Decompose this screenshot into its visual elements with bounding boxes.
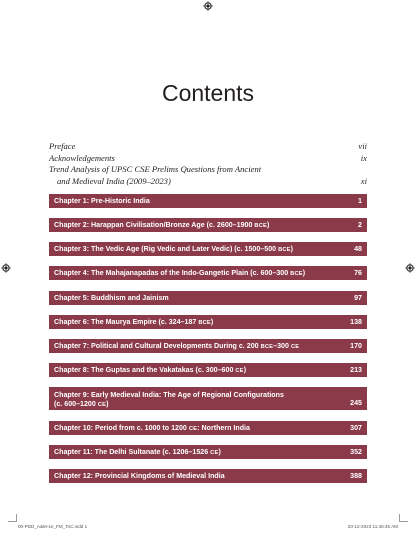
toc-entry-preface[interactable]	[49, 141, 367, 153]
slug-file-name: 00-PDD_A&M-1e_FM_ToC.indd 1	[18, 524, 88, 529]
registration-mark-top	[203, 1, 213, 11]
toc-entry-acknowledgements[interactable]	[49, 153, 367, 165]
slug-timestamp: 20-12-2023 11:46:45 AM	[347, 524, 398, 529]
toc-entry-trend-analysis-cont[interactable]	[49, 176, 367, 188]
toc-entry-label: Acknowledgements	[49, 152, 115, 163]
chapter-page: 170	[350, 342, 362, 350]
chapter-title: Chapter 11: The Delhi Sultanate (c. 1206–1526 CE)	[54, 448, 221, 456]
chapter-page: 245	[350, 399, 362, 407]
chapter-title: Chapter 1: Pre-Historic India	[54, 197, 150, 205]
chapter-page: 76	[354, 269, 362, 277]
chapter-page: 138	[350, 318, 362, 326]
crop-mark	[8, 521, 16, 522]
chapter-page: 388	[350, 472, 362, 480]
chapter-bar-9[interactable]	[49, 387, 367, 410]
chapter-bar-2[interactable]	[49, 218, 367, 232]
toc-entry-label: and Medieval India (2009–2023)	[57, 175, 171, 186]
toc-entry-page: xi	[360, 175, 367, 186]
toc-entry-trend-analysis[interactable]	[49, 164, 367, 176]
chapter-bar-3[interactable]	[49, 242, 367, 256]
chapter-title: Chapter 10: Period from c. 1000 to 1200 CE: Northern India	[54, 424, 250, 432]
chapter-title: Chapter 8: The Guptas and the Vakatakas (c. 300–600 CE)	[54, 366, 247, 374]
chapter-bar-7[interactable]	[49, 339, 367, 353]
chapter-page: 2	[358, 221, 362, 229]
chapter-page: 48	[354, 245, 362, 253]
chapter-page: 307	[350, 424, 362, 432]
page-title: Contents	[161, 80, 255, 106]
chapter-page: 213	[350, 366, 362, 374]
registration-mark-right	[405, 263, 415, 273]
chapter-page: 352	[350, 448, 362, 456]
toc-entry-page: vii	[358, 141, 367, 151]
toc-entry-label: Trend Analysis of UPSC CSE Prelims Questions from Ancient	[49, 164, 262, 174]
chapter-title: Chapter 9: Early Medieval India: The Age of Regional Configurations (c. 600–1200 CE)	[54, 391, 284, 408]
chapter-bar-4[interactable]	[49, 266, 367, 280]
front-matter-list	[49, 141, 367, 187]
chapter-bar-1[interactable]	[49, 194, 367, 208]
chapter-page: 97	[354, 294, 362, 302]
crop-mark	[16, 514, 17, 522]
chapter-title: Chapter 4: The Mahajanapadas of the Indo-Gangetic Plain (c. 600–300 BCE)	[54, 269, 306, 277]
toc-entry-label: Preface	[49, 141, 76, 151]
chapter-bar-12[interactable]	[49, 469, 367, 483]
registration-mark-left	[1, 263, 11, 273]
chapter-title: Chapter 12: Provincial Kingdoms of Medieval India	[54, 472, 225, 480]
chapter-title: Chapter 5: Buddhism and Jainism	[54, 294, 169, 302]
chapter-title: Chapter 6: The Maurya Empire (c. 324–187 BCE)	[54, 318, 214, 326]
toc-entry-page: ix	[360, 152, 367, 163]
chapter-bar-8[interactable]	[49, 363, 367, 377]
chapter-bar-11[interactable]	[49, 445, 367, 459]
chapter-bar-6[interactable]	[49, 315, 367, 329]
chapter-bar-5[interactable]	[49, 291, 367, 305]
chapter-title: Chapter 7: Political and Cultural Developments During c. 200 BCE–300 CE	[54, 342, 300, 350]
chapter-title: Chapter 3: The Vedic Age (Rig Vedic and Later Vedic) (c. 1500–500 BCE)	[54, 245, 294, 253]
chapter-title: Chapter 2: Harappan Civilisation/Bronze Age (c. 2600–1900 BCE)	[54, 221, 270, 229]
crop-mark	[400, 521, 408, 522]
chapter-page: 1	[358, 197, 362, 205]
chapter-bar-10[interactable]	[49, 421, 367, 435]
